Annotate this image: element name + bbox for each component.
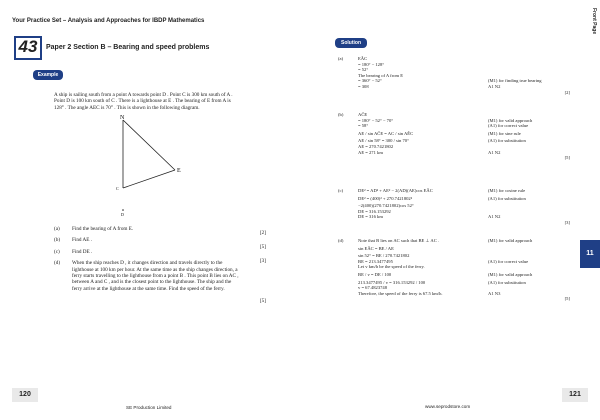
solution-row: = 180° − 128° [358, 61, 385, 67]
solution-part-b [338, 112, 570, 161]
question-label: (a) [54, 226, 60, 232]
solution-row: AE = 271 km A1 N2 [358, 149, 501, 155]
solution-row: v = 67.4823748 [358, 285, 388, 291]
solution-row: The bearing of A from E [358, 72, 404, 78]
solution-row: = 180° − 52° − 70° (M1) for valid approach [358, 117, 533, 123]
solution-row: = 52° [358, 67, 369, 73]
page-number-right: 121 [562, 388, 588, 402]
question-a [54, 226, 264, 232]
north-label: N [120, 115, 125, 121]
book-title: Your Practice Set – Analysis and Approaches for IBDP Mathematics [12, 18, 205, 24]
front-page-tag: Front Page [591, 8, 597, 35]
question-label: (b) [54, 237, 61, 244]
solution-marks: [2] [564, 89, 570, 95]
solution-row: BE / v = DE / 100 (M1) for valid approach [358, 271, 533, 277]
question-text: between A and C , and is the closest point to the lighthouse. The ship and the [72, 279, 232, 286]
solution-row: DE = 316.153292 [358, 208, 391, 214]
solution-row: DE = 316 km A1 N2 [358, 214, 501, 220]
solution-row: (b) AĈE [338, 112, 368, 117]
solution-row: BE = 213.3477495 (A1) for correct value [358, 258, 529, 264]
problem-line: 128° . The angle AEC is 70° . This is shown in the following diagram. [54, 104, 200, 111]
bearing-diagram [110, 110, 200, 220]
question-text: ferry starts travelling to the lighthouse from a point B . This point B lies on AC , [72, 273, 239, 280]
question-label: (c) [54, 248, 60, 255]
solution-marks: [5] [564, 155, 570, 161]
marks-a: [2] [259, 230, 266, 236]
solution-row: sin EÂC = BE / AE [358, 245, 394, 251]
question-c [54, 249, 264, 255]
question-text: When the ship reaches D , it changes direction and travels directly to the [72, 260, 223, 267]
question-text: lighthouse at 100 km per hour. At the same time as the ship changes direction, a [72, 266, 238, 273]
marks-d: [5] [259, 298, 266, 304]
solution-row: Let v km/h be the speed of the ferry. [358, 264, 425, 270]
solution-part-a [338, 56, 570, 95]
problem-line: A ship is sailing south from a point A towards point D . Point C is 300 km south of A . [54, 92, 233, 98]
point-e-label: E [177, 168, 181, 174]
question-label: (d) [54, 260, 61, 267]
solution-row: DE² = (400)² + 270.7421802² (A1) for substitution [358, 195, 526, 201]
solution-row: AE / sin 58° = 300 / sin 70° (A1) for substitution [358, 138, 526, 144]
line-ae [123, 120, 175, 170]
solution-row: (a) EÂC [338, 56, 368, 61]
question-d-line [54, 286, 264, 292]
solution-part-d [338, 238, 570, 302]
solution-marks: [3] [564, 219, 570, 225]
chapter-tab: 11 [580, 240, 600, 268]
solution-row: AE = 270.7421802 [358, 143, 394, 149]
solution-part-c [338, 188, 570, 226]
question-list [54, 226, 264, 292]
point-c-label: C [116, 186, 119, 191]
solution-row: sin 52° = BE / 270.7421802 [358, 253, 410, 259]
solution-row: = 58° (A1) for correct value [358, 123, 529, 129]
marks-b: [5] [259, 244, 266, 250]
chapter-number: 43 [18, 37, 38, 56]
example-badge: Example [33, 70, 63, 80]
line-ce [123, 170, 175, 188]
point-d-label: D [121, 212, 124, 217]
question-text: Find AE . [72, 237, 93, 244]
solution-row: −2(400)(270.7421802)cos 52° [358, 203, 414, 209]
problem-statement [54, 92, 284, 111]
solution-row: (d) Note that B lies on AC such that BE ⊥ AC . (M1) for valid approach [338, 238, 533, 243]
question-b [54, 237, 264, 243]
solution-row: 213.3477495 / v = 316.153292 / 100 (A1) for substitution [358, 279, 526, 285]
question-text: Find the bearing of A from E. [72, 226, 134, 232]
solution-row: = 360° − 52° (M1) for finding true bearing [358, 78, 542, 84]
solution-row: AE / sin AĈE = AC / sin AÊC (M1) for sine rule [358, 130, 521, 136]
marks-c: [3] [259, 258, 266, 264]
solution-row: (c) DE² = AD² + AE² − 2(AD)(AE)cos EÂC (M1) for cosine rule [338, 188, 526, 193]
point-d-marker [122, 209, 124, 211]
question-text: Find DE . [72, 248, 93, 255]
solution-badge: Solution [335, 38, 367, 48]
problem-line: Point D is 100 km south of C . There is a lighthouse at E . The bearing of E from A is [54, 98, 231, 105]
publisher-name: SE Production Limited [126, 405, 172, 410]
solution-row: Therefore, the speed of the ferry is 67.5 km/h. A1 N3 [358, 290, 501, 296]
section-title: Paper 2 Section B – Bearing and speed problems [46, 44, 210, 51]
solution-marks: [5] [564, 296, 570, 302]
website-link[interactable]: www.seprodstore.com [425, 404, 471, 409]
question-text: ferry arrive at the lighthouse at the same time. Find the speed of the ferry. [72, 285, 225, 292]
page-number-left: 120 [12, 388, 38, 402]
solution-row: = 308 A1 N2 [358, 83, 501, 89]
